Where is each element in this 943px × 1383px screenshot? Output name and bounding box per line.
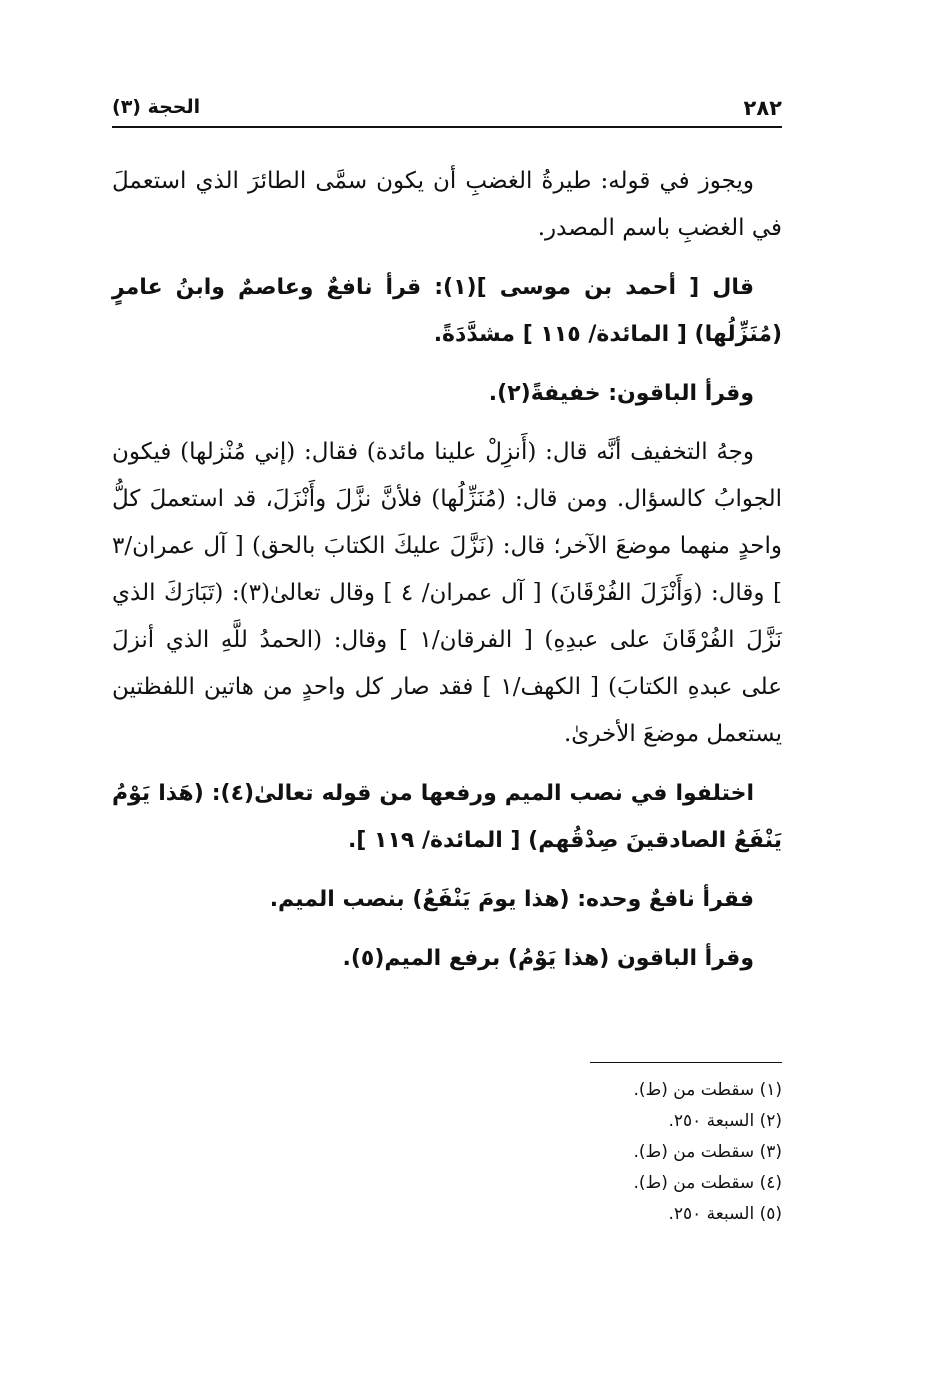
footnotes xyxy=(482,1075,782,1230)
page-header xyxy=(112,92,782,128)
page-number: ٢٨٢ xyxy=(743,96,782,120)
running-title: الحجة (٣) xyxy=(112,96,201,118)
paragraph-1: ويجوز في قوله: طيرةُ الغضبِ أن يكون سمَّى الطائرَ الذي استعملَ في الغضبِ باسم المصدر. xyxy=(112,168,782,241)
paragraph-2: قال [ أحمد بن موسى ](١): قرأ نافعٌ وعاصمٌ وابنُ عامرٍ (مُنَزِّلُها) [ المائدة/ ١١٥ ] مشدَّدَةً. xyxy=(112,275,782,347)
footnote-separator xyxy=(590,1062,782,1063)
paragraph-5: اختلفوا في نصب الميم ورفعها من قوله تعالىٰ(٤): (هَذا يَوْمُ يَنْفَعُ الصادقينَ صِدْقُهم) [ المائدة/ ١١٩ ]. xyxy=(112,781,782,853)
main-text xyxy=(112,158,782,994)
footnote-2: (٢) السبعة ٢٥٠. xyxy=(668,1111,782,1131)
paragraph-4: وجهُ التخفيف أنَّه قال: (أَنزِلْ علينا مائدة) فقال: (إني مُنْزلها) فيكون الجوابُ كالسؤال. ومن قال: (مُنَزِّلُها) فلأنَّ نزَّلَ وأَنْزَلَ، قد استعملَ كلُّ واحدٍ منهما موضعَ الآخر؛ قال: (نَزَّلَ عليكَ الكتابَ بالحق) [ آل عمران/٣ ] وقال: (وَأَنْزَلَ الفُرْقَانَ) [ آل عمران/ ٤ ] وقال تعالىٰ(٣): (تَبَارَكَ الذي نَزَّلَ الفُرْقَانَ على عبدِهِ) [ الفرقان/١ ] وقال: (الحمدُ للَّهِ الذي أنزلَ على عبدهِ الكتابَ) [ الكهف/١ ] فقد صار كل واحدٍ من هاتين اللفظتين يستعمل موضعَ الأخرىٰ. xyxy=(112,439,782,747)
paragraph-7: وقرأ الباقون (هذا يَوْمُ) برفع الميم(٥). xyxy=(342,946,754,971)
footnote-1: (١) سقطت من (ط). xyxy=(633,1080,782,1100)
footnote-4: (٤) سقطت من (ط). xyxy=(633,1173,782,1193)
footnote-5: (٥) السبعة ٢٥٠. xyxy=(668,1204,782,1224)
paragraph-3: وقرأ الباقون: خفيفةً(٢). xyxy=(488,381,754,406)
footnote-3: (٣) سقطت من (ط). xyxy=(633,1142,782,1162)
paragraph-6: فقرأ نافعٌ وحده: (هذا يومَ يَنْفَعُ) بنصب الميم. xyxy=(269,887,754,912)
